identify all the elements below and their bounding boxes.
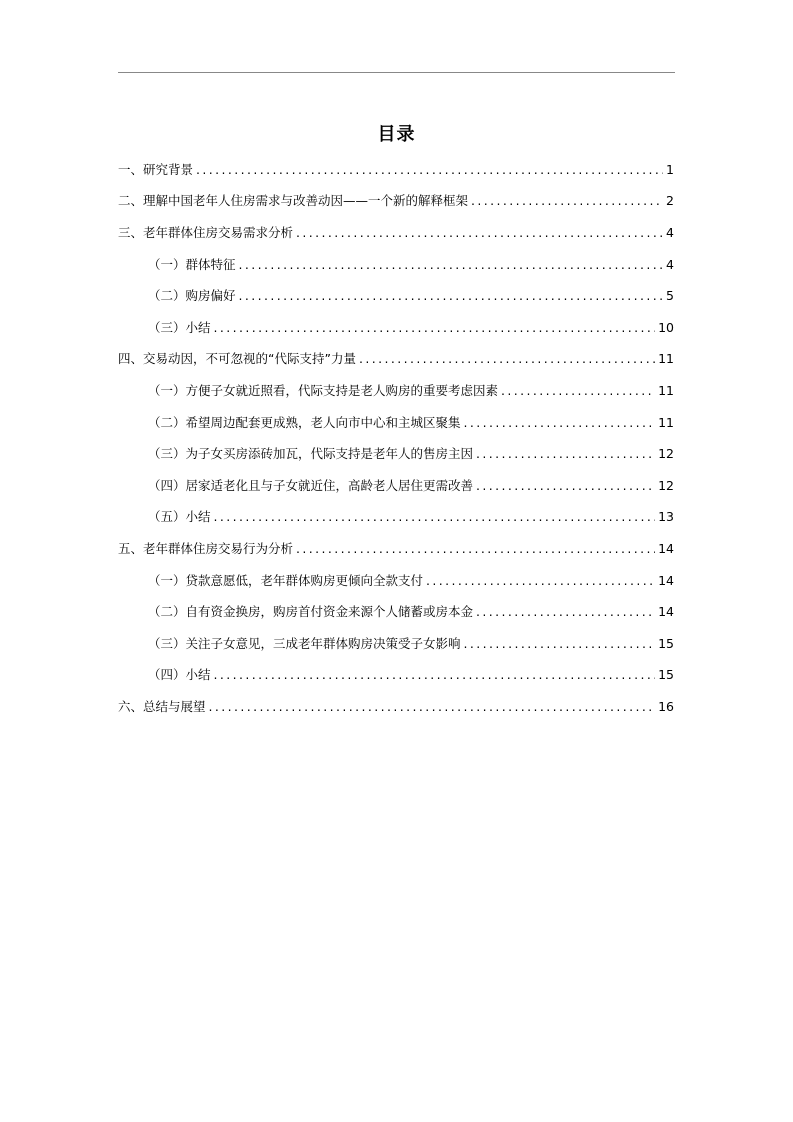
table-of-contents — [118, 154, 674, 723]
toc-entry[interactable] — [118, 691, 674, 723]
toc-entry-page-number: 2 — [666, 193, 674, 209]
toc-entry-label: （四）小结 — [148, 667, 211, 683]
toc-entry-label: 六、总结与展望 — [118, 698, 206, 714]
toc-dot-leader — [476, 478, 655, 494]
toc-dot-leader — [196, 162, 663, 178]
toc-entry[interactable] — [118, 280, 674, 312]
toc-entry-page-number: 13 — [658, 509, 674, 525]
toc-entry[interactable] — [118, 470, 674, 502]
toc-entry-page-number: 14 — [658, 540, 674, 556]
toc-entry-page-number: 12 — [658, 446, 674, 462]
toc-dot-leader — [296, 225, 663, 241]
toc-entry[interactable] — [118, 596, 674, 628]
toc-entry-label: （二）购房偏好 — [148, 288, 236, 304]
toc-entry-label: 一、研究背景 — [118, 161, 194, 177]
toc-dot-leader — [239, 288, 664, 304]
header-rule — [118, 72, 675, 73]
toc-title: 目录 — [377, 124, 416, 145]
toc-entry-label: 三、老年群体住房交易需求分析 — [118, 224, 294, 240]
toc-entry[interactable] — [118, 533, 674, 565]
toc-entry-page-number: 15 — [658, 667, 674, 683]
toc-entry-page-number: 16 — [658, 698, 674, 714]
toc-dot-leader — [359, 351, 655, 367]
toc-dot-leader — [426, 573, 655, 589]
toc-dot-leader — [296, 541, 655, 557]
toc-entry[interactable] — [118, 565, 674, 597]
toc-entry-page-number: 4 — [666, 224, 674, 240]
toc-dot-leader — [464, 415, 656, 431]
toc-entry[interactable] — [118, 217, 674, 249]
toc-entry-label: （三）小结 — [148, 319, 211, 335]
toc-entry-page-number: 10 — [658, 319, 674, 335]
toc-entry-label: （一）贷款意愿低，老年群体购房更倾向全款支付 — [148, 572, 424, 588]
toc-dot-leader — [476, 446, 655, 462]
toc-entry-page-number: 5 — [666, 288, 674, 304]
toc-entry-page-number: 11 — [658, 414, 674, 430]
toc-entry-label: 五、老年群体住房交易行为分析 — [118, 540, 294, 556]
toc-entry[interactable] — [118, 438, 674, 470]
toc-entry[interactable] — [118, 344, 674, 376]
toc-dot-leader — [214, 667, 656, 683]
toc-entry-page-number: 11 — [658, 382, 674, 398]
toc-entry-page-number: 11 — [658, 351, 674, 367]
toc-entry-page-number: 15 — [658, 635, 674, 651]
toc-entry[interactable] — [118, 628, 674, 660]
toc-entry-page-number: 12 — [658, 477, 674, 493]
toc-dot-leader — [209, 699, 656, 715]
toc-entry[interactable] — [118, 660, 674, 692]
toc-entry-label: （二）希望周边配套更成熟，老人向市中心和主城区聚集 — [148, 414, 461, 430]
toc-dot-leader — [501, 383, 655, 399]
toc-entry[interactable] — [118, 375, 674, 407]
toc-entry-page-number: 14 — [658, 604, 674, 620]
toc-entry[interactable] — [118, 249, 674, 281]
toc-entry-label: 四、交易动因，不可忽视的“代际支持”力量 — [118, 351, 356, 367]
toc-dot-leader — [239, 257, 664, 273]
toc-dot-leader — [471, 193, 663, 209]
toc-dot-leader — [464, 636, 656, 652]
toc-entry[interactable] — [118, 407, 674, 439]
toc-entry-label: （一）方便子女就近照看，代际支持是老人购房的重要考虑因素 — [148, 382, 499, 398]
toc-dot-leader — [214, 509, 656, 525]
toc-entry[interactable] — [118, 502, 674, 534]
toc-entry-label: 二、理解中国老年人住房需求与改善动因——一个新的解释框架 — [118, 193, 469, 209]
toc-entry-page-number: 4 — [666, 256, 674, 272]
toc-entry-page-number: 14 — [658, 572, 674, 588]
toc-dot-leader — [476, 604, 655, 620]
toc-entry[interactable] — [118, 154, 674, 186]
toc-entry-page-number: 1 — [666, 161, 674, 177]
toc-entry-label: （四）居家适老化且与子女就近住，高龄老人居住更需改善 — [148, 477, 474, 493]
toc-entry-label: （三）关注子女意见，三成老年群体购房决策受子女影响 — [148, 635, 461, 651]
toc-entry[interactable] — [118, 186, 674, 218]
toc-entry-label: （二）自有资金换房，购房首付资金来源个人储蓄或房本金 — [148, 604, 474, 620]
toc-entry-label: （三）为子女买房添砖加瓦，代际支持是老年人的售房主因 — [148, 446, 474, 462]
toc-entry-label: （一）群体特征 — [148, 256, 236, 272]
toc-entry[interactable] — [118, 312, 674, 344]
toc-entry-label: （五）小结 — [148, 509, 211, 525]
toc-dot-leader — [214, 320, 656, 336]
